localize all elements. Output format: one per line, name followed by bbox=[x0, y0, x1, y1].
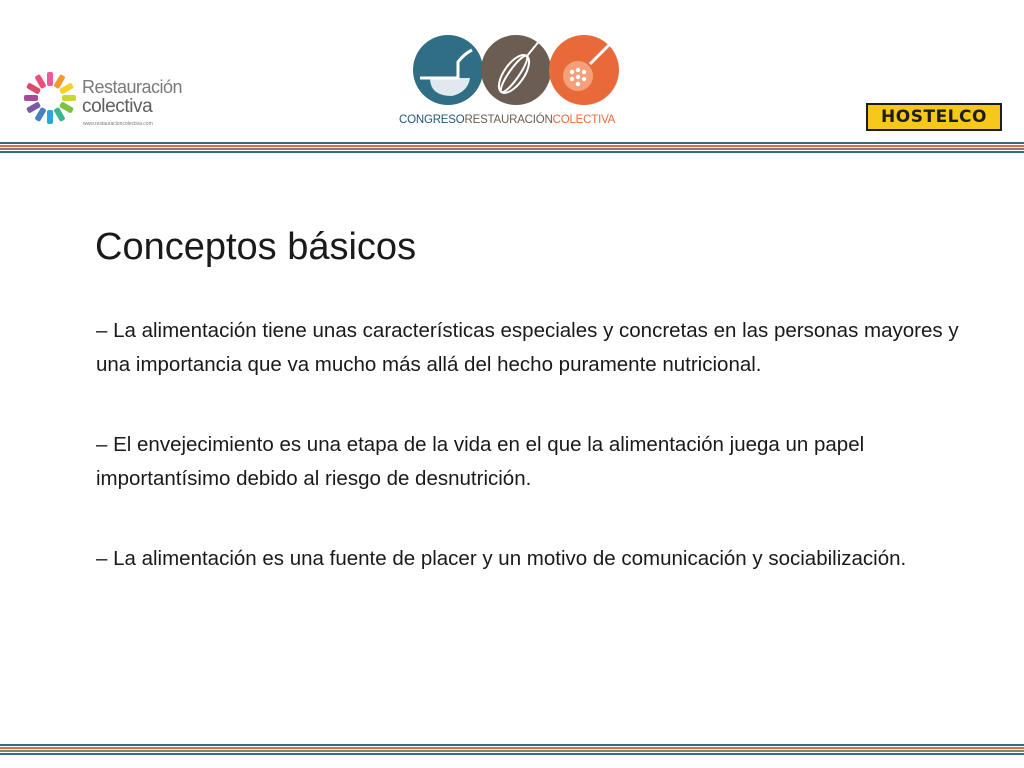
footer-divider-stripes bbox=[0, 744, 1024, 756]
wordmark-part-congreso: CONGRESO bbox=[399, 114, 465, 126]
brand-name-line2: colectiva bbox=[82, 96, 153, 117]
flower-logo-icon bbox=[20, 68, 80, 128]
paragraph-1: – La alimentación tiene unas características especiales y concretas en las personas mayores y una importancia que va mucho más allá del hecho puramente nutricional. bbox=[96, 319, 959, 376]
paragraph-3: – La alimentación es una fuente de placer y un motivo de comunicación y sociabilización. bbox=[96, 547, 907, 570]
brand-url: www.restauracioncolectiva.com bbox=[83, 121, 153, 127]
header-divider-stripes bbox=[0, 142, 1024, 154]
slide-body bbox=[96, 314, 976, 622]
restauracion-colectiva-logo bbox=[20, 68, 183, 130]
wordmark-part-restauracion: RESTAURACIÓN bbox=[464, 114, 553, 126]
congreso-wordmark bbox=[399, 114, 615, 126]
hostelco-wordmark: HOSTELCO bbox=[881, 107, 987, 127]
hostelco-logo bbox=[866, 103, 1002, 131]
congreso-logo bbox=[398, 34, 638, 130]
wordmark-part-colectiva: COLECTIVA bbox=[552, 114, 616, 126]
brand-name-line1: Restauración bbox=[82, 77, 183, 97]
slide-title: Conceptos básicos bbox=[95, 226, 417, 268]
paragraph-2: – El envejecimiento es una etapa de la vida en el que la alimentación juega un papel importantísimo debido al riesgo de desnutrición. bbox=[96, 433, 865, 490]
kitchen-utensils-icon bbox=[412, 34, 620, 106]
